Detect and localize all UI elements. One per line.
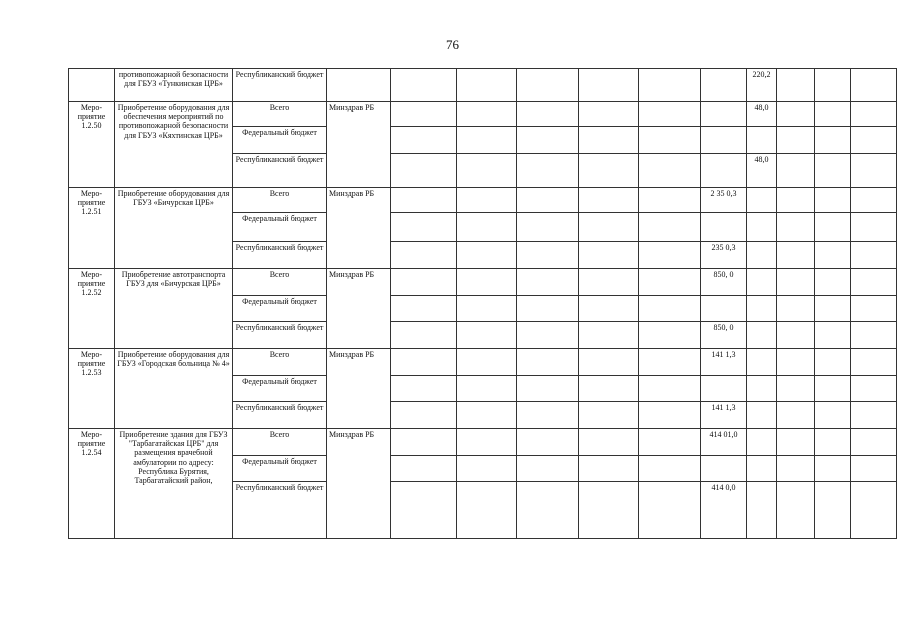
empty-cell xyxy=(639,429,701,456)
empty-cell xyxy=(777,127,815,154)
table-row xyxy=(69,69,897,102)
empty-cell xyxy=(777,213,815,242)
amount-cell xyxy=(747,269,777,296)
funding-source: Республиканский бюджет xyxy=(233,69,327,102)
empty-cell xyxy=(777,376,815,402)
measure-name: Приобретение оборудования для ГБУЗ «Городская больница № 4» xyxy=(115,349,233,429)
executor: Минздрав РБ xyxy=(327,429,391,539)
empty-cell xyxy=(391,69,457,102)
empty-cell xyxy=(517,322,579,349)
amount-cell xyxy=(701,213,747,242)
funding-source: Федеральный бюджет xyxy=(233,296,327,322)
empty-cell xyxy=(851,296,897,322)
funding-source: Республиканский бюджет xyxy=(233,242,327,269)
amount-cell xyxy=(747,188,777,213)
amount-cell xyxy=(747,127,777,154)
executor: Минздрав РБ xyxy=(327,102,391,188)
amount-cell xyxy=(701,69,747,102)
table-row xyxy=(69,269,897,296)
table-row xyxy=(69,429,897,456)
table-row xyxy=(69,349,897,376)
amount-cell: 48,0 xyxy=(747,102,777,127)
empty-cell xyxy=(391,322,457,349)
measure-code: Меро-приятие 1.2.52 xyxy=(69,269,115,349)
empty-cell xyxy=(851,482,897,539)
empty-cell xyxy=(457,429,517,456)
executor: Минздрав РБ xyxy=(327,188,391,269)
empty-cell xyxy=(851,269,897,296)
empty-cell xyxy=(639,188,701,213)
empty-cell xyxy=(579,69,639,102)
amount-cell xyxy=(747,213,777,242)
empty-cell xyxy=(815,482,851,539)
amount-cell xyxy=(747,322,777,349)
empty-cell xyxy=(391,296,457,322)
amount-cell: 48,0 xyxy=(747,154,777,188)
empty-cell xyxy=(777,188,815,213)
measure-code xyxy=(69,69,115,102)
empty-cell xyxy=(579,322,639,349)
empty-cell xyxy=(457,154,517,188)
table-row xyxy=(69,188,897,213)
amount-cell xyxy=(747,296,777,322)
empty-cell xyxy=(579,376,639,402)
empty-cell xyxy=(815,429,851,456)
empty-cell xyxy=(639,456,701,482)
funding-source: Всего xyxy=(233,429,327,456)
empty-cell xyxy=(851,69,897,102)
empty-cell xyxy=(517,242,579,269)
empty-cell xyxy=(815,188,851,213)
amount-cell xyxy=(747,429,777,456)
amount-cell: 2 35 0,3 xyxy=(701,188,747,213)
empty-cell xyxy=(579,296,639,322)
empty-cell xyxy=(457,402,517,429)
amount-cell xyxy=(747,402,777,429)
empty-cell xyxy=(579,429,639,456)
empty-cell xyxy=(851,429,897,456)
empty-cell xyxy=(851,102,897,127)
measure-code: Меро-приятие 1.2.54 xyxy=(69,429,115,539)
amount-cell xyxy=(747,349,777,376)
empty-cell xyxy=(815,69,851,102)
empty-cell xyxy=(851,456,897,482)
empty-cell xyxy=(457,482,517,539)
empty-cell xyxy=(579,269,639,296)
empty-cell xyxy=(391,102,457,127)
measure-name: Приобретение здания для ГБУЗ "Тарбагатайская ЦРБ" для размещения врачебной амбулатории по адресу: Республика Бурятия, Тарбагатайский район, xyxy=(115,429,233,539)
empty-cell xyxy=(579,482,639,539)
empty-cell xyxy=(815,402,851,429)
amount-cell xyxy=(701,127,747,154)
empty-cell xyxy=(815,349,851,376)
empty-cell xyxy=(851,213,897,242)
empty-cell xyxy=(639,127,701,154)
amount-cell xyxy=(701,456,747,482)
empty-cell xyxy=(851,242,897,269)
empty-cell xyxy=(777,296,815,322)
empty-cell xyxy=(815,127,851,154)
empty-cell xyxy=(391,127,457,154)
amount-cell xyxy=(747,456,777,482)
empty-cell xyxy=(639,296,701,322)
empty-cell xyxy=(457,69,517,102)
empty-cell xyxy=(579,154,639,188)
empty-cell xyxy=(517,127,579,154)
empty-cell xyxy=(851,349,897,376)
empty-cell xyxy=(517,402,579,429)
empty-cell xyxy=(457,296,517,322)
empty-cell xyxy=(639,349,701,376)
empty-cell xyxy=(457,376,517,402)
empty-cell xyxy=(579,349,639,376)
amount-cell: 235 0,3 xyxy=(701,242,747,269)
measure-name: противопожарной безопасности для ГБУЗ «Тункинская ЦРБ» xyxy=(115,69,233,102)
empty-cell xyxy=(517,102,579,127)
amount-cell: 141 1,3 xyxy=(701,402,747,429)
empty-cell xyxy=(639,402,701,429)
empty-cell xyxy=(815,322,851,349)
empty-cell xyxy=(639,482,701,539)
amount-cell xyxy=(701,102,747,127)
amount-cell xyxy=(747,482,777,539)
empty-cell xyxy=(777,154,815,188)
amount-cell: 414 01,0 xyxy=(701,429,747,456)
empty-cell xyxy=(517,188,579,213)
empty-cell xyxy=(851,154,897,188)
amount-cell: 414 0,0 xyxy=(701,482,747,539)
empty-cell xyxy=(517,154,579,188)
empty-cell xyxy=(391,188,457,213)
executor xyxy=(327,69,391,102)
empty-cell xyxy=(851,322,897,349)
empty-cell xyxy=(391,349,457,376)
empty-cell xyxy=(815,154,851,188)
funding-source: Республиканский бюджет xyxy=(233,482,327,539)
measure-code: Меро-приятие 1.2.50 xyxy=(69,102,115,188)
empty-cell xyxy=(815,296,851,322)
empty-cell xyxy=(579,213,639,242)
empty-cell xyxy=(639,376,701,402)
funding-source: Республиканский бюджет xyxy=(233,322,327,349)
empty-cell xyxy=(777,429,815,456)
empty-cell xyxy=(391,213,457,242)
amount-cell xyxy=(701,296,747,322)
empty-cell xyxy=(639,213,701,242)
empty-cell xyxy=(517,213,579,242)
empty-cell xyxy=(517,296,579,322)
empty-cell xyxy=(777,322,815,349)
empty-cell xyxy=(777,269,815,296)
measure-name: Приобретение оборудования для ГБУЗ «Бичурская ЦРБ» xyxy=(115,188,233,269)
funding-source: Всего xyxy=(233,102,327,127)
measure-name: Приобретение автотранспорта ГБУЗ для «Бичурская ЦРБ» xyxy=(115,269,233,349)
empty-cell xyxy=(457,127,517,154)
empty-cell xyxy=(457,242,517,269)
empty-cell xyxy=(457,322,517,349)
empty-cell xyxy=(815,102,851,127)
funding-source: Федеральный бюджет xyxy=(233,127,327,154)
empty-cell xyxy=(391,242,457,269)
empty-cell xyxy=(639,69,701,102)
measure-code: Меро-приятие 1.2.53 xyxy=(69,349,115,429)
empty-cell xyxy=(391,402,457,429)
budget-table xyxy=(68,68,897,539)
empty-cell xyxy=(517,429,579,456)
empty-cell xyxy=(457,269,517,296)
funding-source: Республиканский бюджет xyxy=(233,154,327,188)
funding-source: Республиканский бюджет xyxy=(233,402,327,429)
amount-cell: 141 1,3 xyxy=(701,349,747,376)
empty-cell xyxy=(777,102,815,127)
empty-cell xyxy=(517,376,579,402)
empty-cell xyxy=(457,349,517,376)
funding-source: Федеральный бюджет xyxy=(233,456,327,482)
empty-cell xyxy=(517,482,579,539)
table-row xyxy=(69,102,897,127)
executor: Минздрав РБ xyxy=(327,269,391,349)
funding-source: Федеральный бюджет xyxy=(233,213,327,242)
empty-cell xyxy=(579,242,639,269)
empty-cell xyxy=(517,349,579,376)
executor: Минздрав РБ xyxy=(327,349,391,429)
amount-cell xyxy=(747,376,777,402)
amount-cell xyxy=(701,376,747,402)
empty-cell xyxy=(457,102,517,127)
measure-name: Приобретение оборудования для обеспечения мероприятий по противопожарной безопасности для ГБУЗ «Кяхтинская ЦРБ» xyxy=(115,102,233,188)
empty-cell xyxy=(815,456,851,482)
empty-cell xyxy=(851,402,897,429)
amount-cell xyxy=(701,154,747,188)
amount-cell xyxy=(747,242,777,269)
empty-cell xyxy=(815,269,851,296)
funding-source: Федеральный бюджет xyxy=(233,376,327,402)
amount-cell: 850, 0 xyxy=(701,322,747,349)
empty-cell xyxy=(639,154,701,188)
empty-cell xyxy=(639,242,701,269)
empty-cell xyxy=(639,269,701,296)
empty-cell xyxy=(391,376,457,402)
amount-cell: 220,2 xyxy=(747,69,777,102)
empty-cell xyxy=(851,376,897,402)
empty-cell xyxy=(457,456,517,482)
empty-cell xyxy=(391,482,457,539)
empty-cell xyxy=(777,242,815,269)
amount-cell: 850, 0 xyxy=(701,269,747,296)
measure-code: Меро-приятие 1.2.51 xyxy=(69,188,115,269)
empty-cell xyxy=(457,213,517,242)
empty-cell xyxy=(815,376,851,402)
empty-cell xyxy=(517,456,579,482)
empty-cell xyxy=(579,127,639,154)
empty-cell xyxy=(815,213,851,242)
empty-cell xyxy=(579,456,639,482)
funding-source: Всего xyxy=(233,269,327,296)
empty-cell xyxy=(777,402,815,429)
empty-cell xyxy=(851,188,897,213)
empty-cell xyxy=(777,349,815,376)
empty-cell xyxy=(517,269,579,296)
page-number: 76 xyxy=(446,37,459,52)
empty-cell xyxy=(457,188,517,213)
empty-cell xyxy=(851,127,897,154)
empty-cell xyxy=(391,154,457,188)
empty-cell xyxy=(777,482,815,539)
empty-cell xyxy=(815,242,851,269)
empty-cell xyxy=(777,69,815,102)
empty-cell xyxy=(579,102,639,127)
funding-source: Всего xyxy=(233,349,327,376)
empty-cell xyxy=(391,269,457,296)
empty-cell xyxy=(391,429,457,456)
funding-source: Всего xyxy=(233,188,327,213)
empty-cell xyxy=(777,456,815,482)
empty-cell xyxy=(579,402,639,429)
empty-cell xyxy=(517,69,579,102)
empty-cell xyxy=(639,322,701,349)
empty-cell xyxy=(579,188,639,213)
empty-cell xyxy=(391,456,457,482)
empty-cell xyxy=(639,102,701,127)
